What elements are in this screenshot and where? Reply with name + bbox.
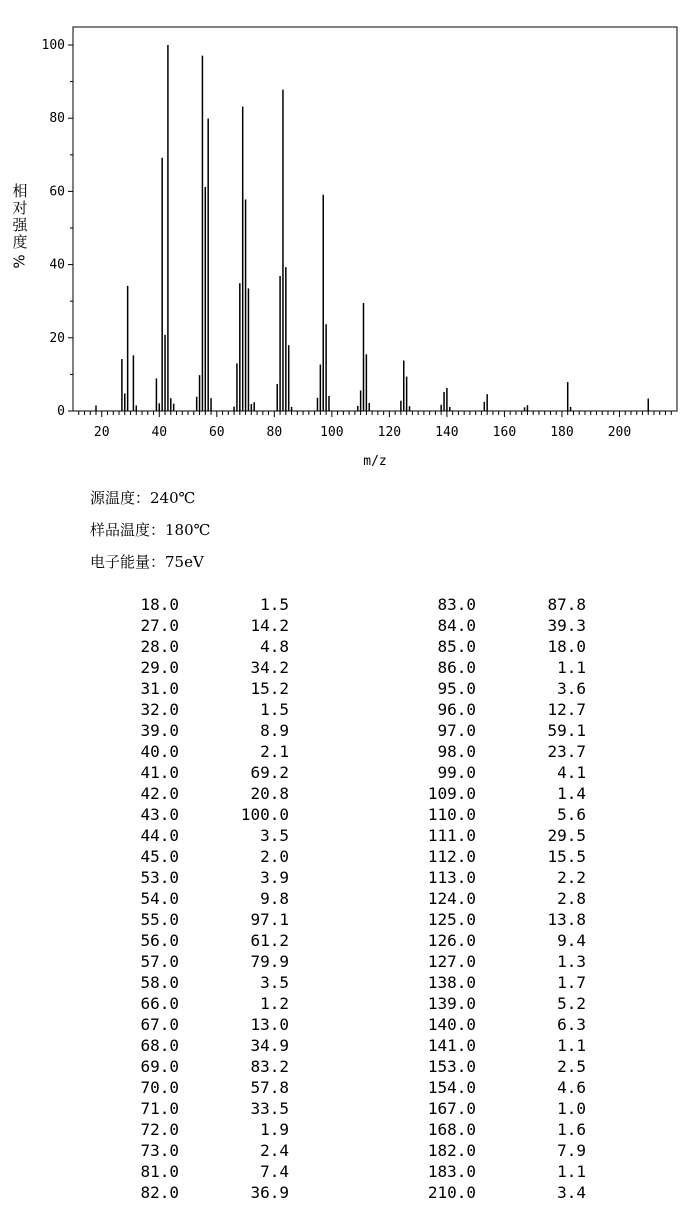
mz-value: 109.0 bbox=[427, 784, 476, 803]
intensity-value: 2.0 bbox=[260, 847, 289, 866]
intensity-value: 1.2 bbox=[260, 994, 289, 1013]
mz-value: 127.0 bbox=[427, 952, 476, 971]
intensity-value: 39.3 bbox=[547, 616, 586, 635]
mz-value: 141.0 bbox=[427, 1036, 476, 1055]
intensity-value: 79.9 bbox=[250, 952, 289, 971]
x-tick-label: 60 bbox=[208, 425, 225, 440]
plot-frame bbox=[73, 27, 677, 411]
mz-value: 82.0 bbox=[140, 1183, 179, 1202]
peak-table-row bbox=[0, 1056, 696, 1077]
mz-value: 66.0 bbox=[140, 994, 179, 1013]
x-tick-label: 100 bbox=[320, 425, 344, 440]
mz-value: 85.0 bbox=[437, 637, 476, 656]
y-label-char: 对 bbox=[12, 199, 28, 217]
mz-value: 168.0 bbox=[427, 1120, 476, 1139]
peak-table-row bbox=[0, 909, 696, 930]
intensity-value: 13.0 bbox=[250, 1015, 289, 1034]
intensity-value: 15.2 bbox=[250, 679, 289, 698]
mz-value: 99.0 bbox=[437, 763, 476, 782]
intensity-value: 3.4 bbox=[557, 1183, 586, 1202]
condition-value: 240℃ bbox=[150, 489, 196, 507]
x-tick-label: 120 bbox=[377, 425, 402, 440]
x-tick-label: 140 bbox=[435, 425, 459, 440]
condition-value: 180℃ bbox=[165, 521, 211, 539]
intensity-value: 1.0 bbox=[557, 1099, 586, 1118]
source-temperature bbox=[90, 487, 195, 508]
peak-table-row bbox=[0, 972, 696, 993]
y-label-char: 强 bbox=[12, 216, 28, 234]
intensity-value: 36.9 bbox=[250, 1183, 289, 1202]
y-tick-label: 60 bbox=[49, 184, 65, 200]
mz-value: 70.0 bbox=[140, 1078, 179, 1097]
intensity-value: 57.8 bbox=[250, 1078, 289, 1097]
intensity-value: 23.7 bbox=[547, 742, 586, 761]
mz-value: 126.0 bbox=[427, 931, 476, 950]
mz-value: 97.0 bbox=[437, 721, 476, 740]
x-tick-label: 180 bbox=[550, 425, 574, 440]
intensity-value: 2.4 bbox=[260, 1141, 289, 1160]
intensity-value: 4.6 bbox=[557, 1078, 586, 1097]
y-label-char: 相 bbox=[12, 182, 28, 200]
mz-value: 210.0 bbox=[427, 1183, 476, 1202]
intensity-value: 2.5 bbox=[557, 1057, 586, 1076]
intensity-value: 1.4 bbox=[557, 784, 586, 803]
mz-value: 125.0 bbox=[427, 910, 476, 929]
peak-table-row bbox=[0, 951, 696, 972]
peak-table-row bbox=[0, 1035, 696, 1056]
mz-value: 43.0 bbox=[140, 805, 179, 824]
condition-label: 源温度： bbox=[90, 489, 151, 507]
mz-value: 111.0 bbox=[427, 826, 476, 845]
intensity-value: 87.8 bbox=[547, 595, 586, 614]
mz-value: 95.0 bbox=[437, 679, 476, 698]
intensity-value: 1.3 bbox=[557, 952, 586, 971]
mz-value: 44.0 bbox=[140, 826, 179, 845]
intensity-value: 18.0 bbox=[547, 637, 586, 656]
mz-value: 57.0 bbox=[140, 952, 179, 971]
mz-value: 67.0 bbox=[140, 1015, 179, 1034]
y-label-char: 度 bbox=[12, 233, 28, 251]
intensity-value: 6.3 bbox=[557, 1015, 586, 1034]
peak-table-row bbox=[0, 657, 696, 678]
x-tick-label: 20 bbox=[93, 425, 110, 440]
condition-label: 电子能量： bbox=[90, 553, 166, 571]
mz-value: 167.0 bbox=[427, 1099, 476, 1118]
mz-value: 96.0 bbox=[437, 700, 476, 719]
peak-table-row bbox=[0, 594, 696, 615]
intensity-value: 7.4 bbox=[260, 1162, 289, 1181]
mz-value: 40.0 bbox=[140, 742, 179, 761]
mz-value: 73.0 bbox=[140, 1141, 179, 1160]
mass-spectrum-chart bbox=[0, 0, 696, 480]
intensity-value: 1.5 bbox=[260, 700, 289, 719]
intensity-value: 1.1 bbox=[557, 658, 586, 677]
mz-value: 83.0 bbox=[437, 595, 476, 614]
peak-table-row bbox=[0, 783, 696, 804]
x-axis-label: m/z bbox=[363, 454, 387, 469]
peak-table-row bbox=[0, 1014, 696, 1035]
peak-table-row bbox=[0, 762, 696, 783]
mz-value: 110.0 bbox=[427, 805, 476, 824]
x-tick-label: 80 bbox=[266, 425, 283, 440]
intensity-value: 83.2 bbox=[250, 1057, 289, 1076]
mz-value: 54.0 bbox=[140, 889, 179, 908]
y-axis-label bbox=[10, 183, 30, 270]
condition-value: 75eV bbox=[165, 553, 204, 571]
mz-value: 71.0 bbox=[140, 1099, 179, 1118]
mz-value: 69.0 bbox=[140, 1057, 179, 1076]
intensity-value: 1.7 bbox=[557, 973, 586, 992]
peak-table-row bbox=[0, 993, 696, 1014]
intensity-value: 5.6 bbox=[557, 805, 586, 824]
peak-table bbox=[0, 594, 696, 1203]
intensity-value: 9.8 bbox=[260, 889, 289, 908]
mz-value: 32.0 bbox=[140, 700, 179, 719]
peak-table-row bbox=[0, 888, 696, 909]
peak-table-row bbox=[0, 720, 696, 741]
mz-value: 182.0 bbox=[427, 1141, 476, 1160]
mz-value: 124.0 bbox=[427, 889, 476, 908]
intensity-value: 59.1 bbox=[547, 721, 586, 740]
mz-value: 45.0 bbox=[140, 847, 179, 866]
peak-table-row bbox=[0, 930, 696, 951]
peak-table-row bbox=[0, 636, 696, 657]
intensity-value: 1.9 bbox=[260, 1120, 289, 1139]
peak-table-row bbox=[0, 825, 696, 846]
intensity-value: 4.1 bbox=[557, 763, 586, 782]
intensity-value: 1.1 bbox=[557, 1036, 586, 1055]
peak-table-row bbox=[0, 1182, 696, 1203]
intensity-value: 100.0 bbox=[240, 805, 289, 824]
mz-value: 42.0 bbox=[140, 784, 179, 803]
condition-label: 样品温度： bbox=[90, 521, 166, 539]
mz-value: 86.0 bbox=[437, 658, 476, 677]
mz-value: 56.0 bbox=[140, 931, 179, 950]
mz-value: 18.0 bbox=[140, 595, 179, 614]
mz-value: 55.0 bbox=[140, 910, 179, 929]
mz-value: 68.0 bbox=[140, 1036, 179, 1055]
intensity-value: 3.9 bbox=[260, 868, 289, 887]
intensity-value: 14.2 bbox=[250, 616, 289, 635]
intensity-value: 1.5 bbox=[260, 595, 289, 614]
intensity-value: 34.2 bbox=[250, 658, 289, 677]
peak-table-row bbox=[0, 1119, 696, 1140]
y-tick-label: 80 bbox=[49, 111, 65, 127]
y-tick-label: 100 bbox=[41, 38, 65, 53]
mz-value: 139.0 bbox=[427, 994, 476, 1013]
mz-value: 58.0 bbox=[140, 973, 179, 992]
y-tick-label: 40 bbox=[49, 257, 65, 273]
electron-energy bbox=[90, 551, 204, 572]
mz-value: 112.0 bbox=[427, 847, 476, 866]
intensity-value: 3.5 bbox=[260, 826, 289, 845]
intensity-value: 33.5 bbox=[250, 1099, 289, 1118]
intensity-value: 5.2 bbox=[557, 994, 586, 1013]
peak-table-row bbox=[0, 1140, 696, 1161]
mz-value: 28.0 bbox=[140, 637, 179, 656]
mz-value: 153.0 bbox=[427, 1057, 476, 1076]
sample-temperature bbox=[90, 519, 210, 540]
peak-table-row bbox=[0, 846, 696, 867]
x-tick-label: 40 bbox=[151, 425, 168, 440]
intensity-value: 3.6 bbox=[557, 679, 586, 698]
intensity-value: 2.1 bbox=[260, 742, 289, 761]
intensity-value: 1.6 bbox=[557, 1120, 586, 1139]
peak-table-row bbox=[0, 741, 696, 762]
mz-value: 39.0 bbox=[140, 721, 179, 740]
mz-value: 84.0 bbox=[437, 616, 476, 635]
intensity-value: 1.1 bbox=[557, 1162, 586, 1181]
peak-table-row bbox=[0, 1098, 696, 1119]
mz-value: 154.0 bbox=[427, 1078, 476, 1097]
x-tick-label: 200 bbox=[607, 425, 632, 440]
intensity-value: 69.2 bbox=[250, 763, 289, 782]
mz-value: 183.0 bbox=[427, 1162, 476, 1181]
intensity-value: 20.8 bbox=[250, 784, 289, 803]
peak-table-row bbox=[0, 867, 696, 888]
y-tick-label: 0 bbox=[57, 404, 65, 419]
intensity-value: 97.1 bbox=[250, 910, 289, 929]
intensity-value: 4.8 bbox=[260, 637, 289, 656]
x-tick-label: 160 bbox=[492, 425, 517, 440]
intensity-value: 8.9 bbox=[260, 721, 289, 740]
mz-value: 27.0 bbox=[140, 616, 179, 635]
intensity-value: 7.9 bbox=[557, 1141, 586, 1160]
intensity-value: 29.5 bbox=[547, 826, 586, 845]
mz-value: 41.0 bbox=[140, 763, 179, 782]
y-label-char: % bbox=[10, 254, 29, 269]
intensity-value: 34.9 bbox=[250, 1036, 289, 1055]
intensity-value: 2.8 bbox=[557, 889, 586, 908]
mz-value: 72.0 bbox=[140, 1120, 179, 1139]
intensity-value: 61.2 bbox=[250, 931, 289, 950]
mz-value: 138.0 bbox=[427, 973, 476, 992]
intensity-value: 9.4 bbox=[557, 931, 586, 950]
mz-value: 29.0 bbox=[140, 658, 179, 677]
peak-table-row bbox=[0, 615, 696, 636]
intensity-value: 13.8 bbox=[547, 910, 586, 929]
y-tick-label: 20 bbox=[49, 330, 65, 346]
mz-value: 140.0 bbox=[427, 1015, 476, 1034]
peak-table-row bbox=[0, 1077, 696, 1098]
mz-value: 81.0 bbox=[140, 1162, 179, 1181]
mz-value: 53.0 bbox=[140, 868, 179, 887]
peak-table-row bbox=[0, 699, 696, 720]
peak-table-row bbox=[0, 804, 696, 825]
intensity-value: 2.2 bbox=[557, 868, 586, 887]
mz-value: 98.0 bbox=[437, 742, 476, 761]
mz-value: 113.0 bbox=[427, 868, 476, 887]
peak-table-row bbox=[0, 1161, 696, 1182]
mz-value: 31.0 bbox=[140, 679, 179, 698]
intensity-value: 3.5 bbox=[260, 973, 289, 992]
peak-table-row bbox=[0, 678, 696, 699]
intensity-value: 12.7 bbox=[547, 700, 586, 719]
intensity-value: 15.5 bbox=[547, 847, 586, 866]
